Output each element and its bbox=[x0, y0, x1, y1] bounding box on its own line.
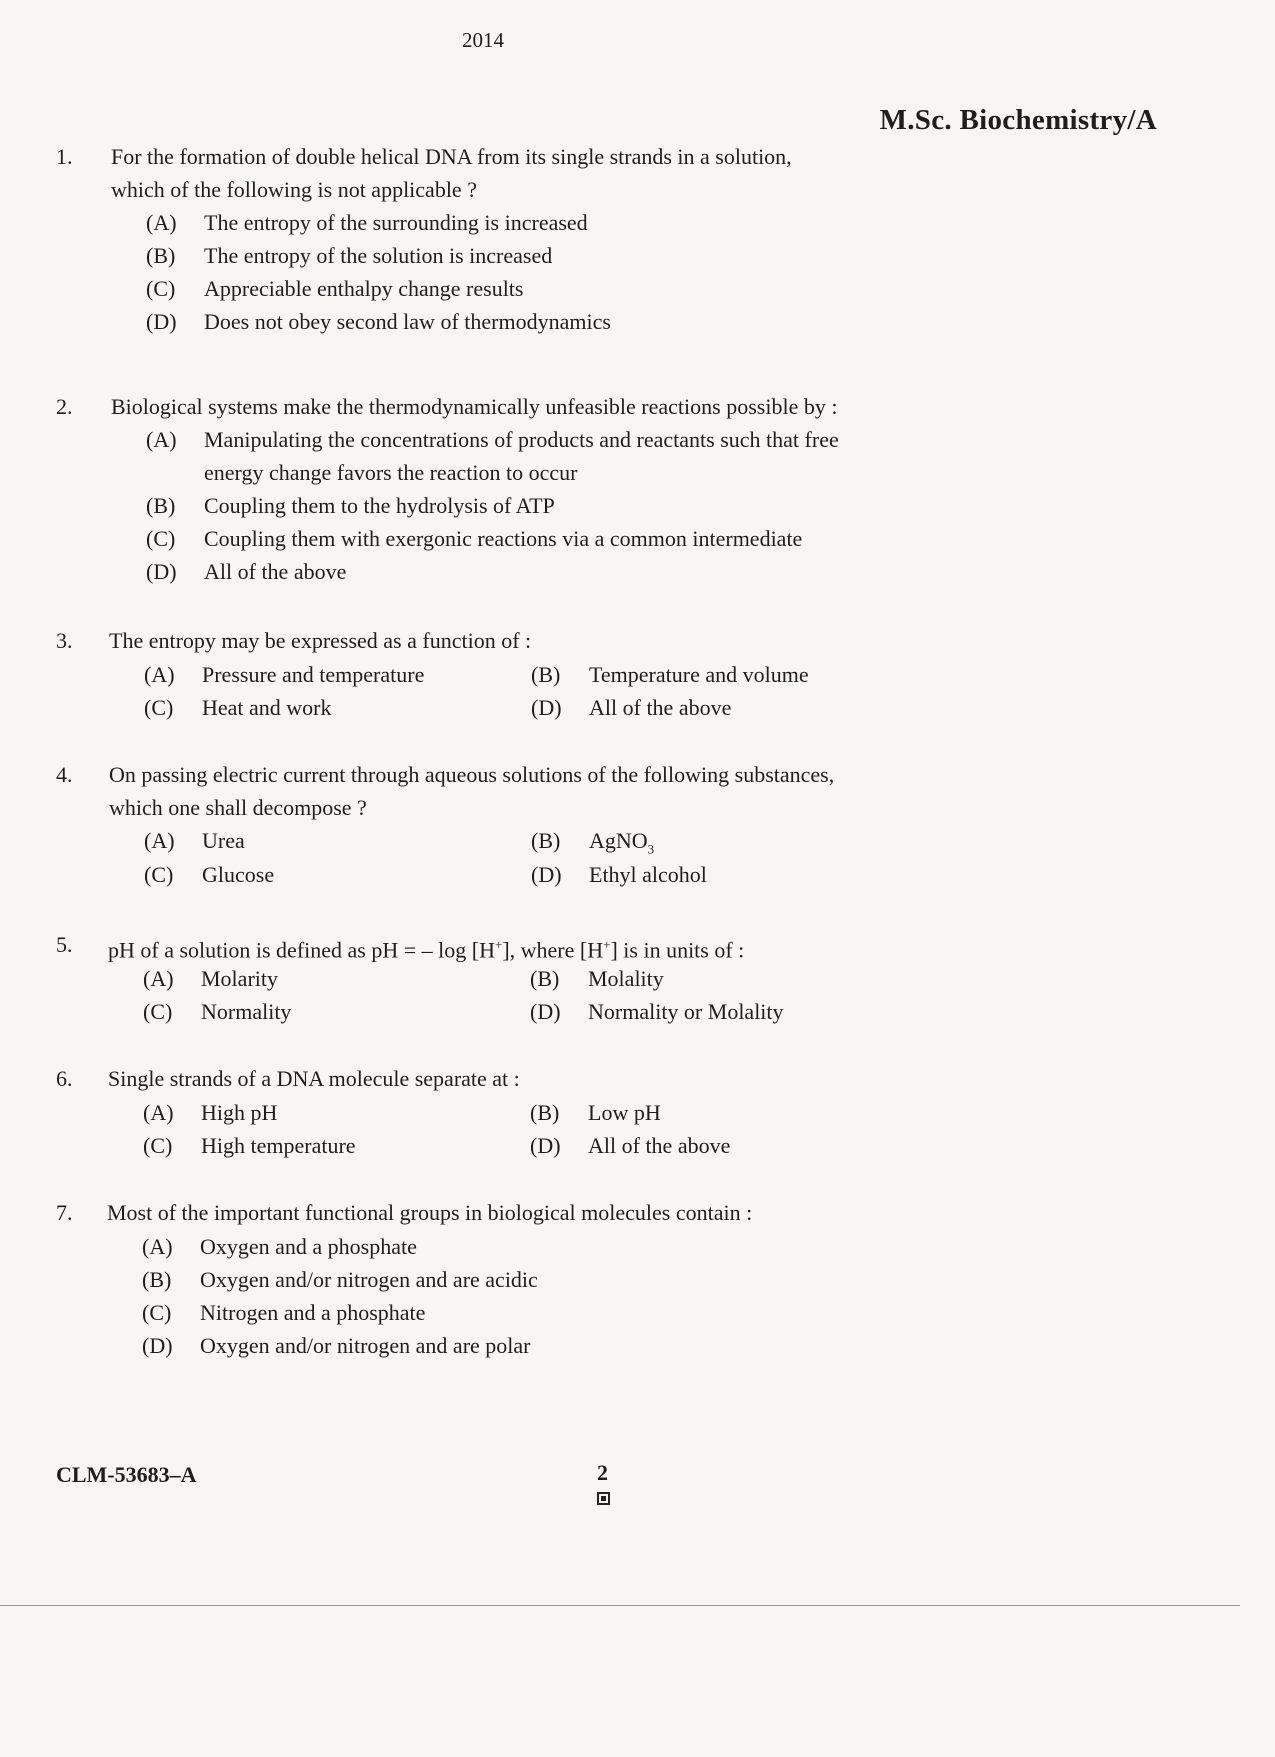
option-label: (D) bbox=[530, 999, 561, 1024]
option-text: High pH bbox=[201, 1100, 278, 1125]
option-label: (A) bbox=[143, 1100, 174, 1125]
question-2 bbox=[56, 390, 956, 590]
question-text bbox=[108, 928, 744, 966]
option-text: Molarity bbox=[201, 966, 278, 991]
option-text: Coupling them with exergonic reactions via a common intermediate bbox=[204, 526, 803, 551]
question-text: which one shall decompose ? bbox=[109, 795, 367, 820]
option-label: (D) bbox=[530, 1133, 561, 1158]
question-text: Most of the important functional groups in biological molecules contain : bbox=[107, 1200, 753, 1225]
option-text: All of the above bbox=[589, 695, 732, 720]
formula-text: AgNO bbox=[589, 828, 648, 853]
option-text: All of the above bbox=[204, 559, 347, 584]
option-text: Heat and work bbox=[202, 695, 332, 720]
option-text: The entropy of the surrounding is increased bbox=[204, 210, 588, 235]
question-number: 7. bbox=[56, 1200, 73, 1225]
option-label: (B) bbox=[531, 662, 561, 687]
question-number: 5. bbox=[56, 932, 73, 957]
option-text: Oxygen and/or nitrogen and are polar bbox=[200, 1333, 531, 1358]
superscript-plus: + bbox=[603, 937, 611, 952]
option-label: (A) bbox=[146, 427, 177, 452]
page-edge-line bbox=[0, 1605, 1240, 1606]
question-4 bbox=[56, 758, 956, 898]
formula-subscript: 3 bbox=[647, 841, 655, 857]
question-number: 1. bbox=[56, 144, 73, 169]
option-label: (A) bbox=[146, 210, 177, 235]
qtext-part: ] is in units of : bbox=[610, 937, 745, 963]
option-text: The entropy of the solution is increased bbox=[204, 243, 553, 268]
option-text: Temperature and volume bbox=[589, 662, 809, 687]
subject-title: M.Sc. Biochemistry/A bbox=[879, 104, 1157, 136]
option-label: (D) bbox=[142, 1333, 173, 1358]
option-text: Nitrogen and a phosphate bbox=[200, 1300, 426, 1325]
registration-mark-icon bbox=[597, 1492, 610, 1505]
option-text: Glucose bbox=[202, 862, 275, 887]
option-label: (A) bbox=[144, 828, 175, 853]
option-text: Oxygen and/or nitrogen and are acidic bbox=[200, 1267, 538, 1292]
question-text: For the formation of double helical DNA from its single strands in a solution, bbox=[111, 144, 792, 169]
option-text: Ethyl alcohol bbox=[589, 862, 707, 887]
qtext-part: pH of a solution is defined as pH = – log [H bbox=[108, 937, 495, 963]
option-label: (A) bbox=[143, 966, 174, 991]
question-number: 6. bbox=[56, 1066, 73, 1091]
option-label: (B) bbox=[146, 493, 176, 518]
option-label: (D) bbox=[531, 862, 562, 887]
question-number: 3. bbox=[56, 628, 73, 653]
qtext-part: ], where [H bbox=[502, 937, 604, 963]
question-text: Single strands of a DNA molecule separate at : bbox=[108, 1066, 520, 1091]
question-text: The entropy may be expressed as a function of : bbox=[109, 628, 532, 653]
option-label: (D) bbox=[531, 695, 562, 720]
question-number: 4. bbox=[56, 762, 73, 787]
option-label: (A) bbox=[144, 662, 175, 687]
option-label: (B) bbox=[530, 1100, 560, 1125]
question-6 bbox=[56, 1062, 956, 1172]
option-label: (C) bbox=[144, 862, 174, 887]
option-label: (C) bbox=[143, 999, 173, 1024]
option-text: Manipulating the concentrations of products and reactants such that free bbox=[204, 427, 839, 452]
question-1 bbox=[56, 140, 956, 334]
option-text: All of the above bbox=[588, 1133, 731, 1158]
option-text: Appreciable enthalpy change results bbox=[204, 276, 524, 301]
option-text: High temperature bbox=[201, 1133, 356, 1158]
option-label: (C) bbox=[143, 1133, 173, 1158]
option-label: (C) bbox=[142, 1300, 172, 1325]
exam-year: 2014 bbox=[462, 28, 504, 52]
option-label: (D) bbox=[146, 309, 177, 334]
option-text: Molality bbox=[588, 966, 664, 991]
question-3 bbox=[56, 624, 956, 734]
superscript-plus: + bbox=[494, 937, 503, 952]
question-text: Biological systems make the thermodynamically unfeasible reactions possible by : bbox=[111, 394, 838, 419]
question-5 bbox=[56, 928, 956, 1038]
question-text: On passing electric current through aqueous solutions of the following substances, bbox=[109, 762, 835, 787]
option-label: (B) bbox=[531, 828, 561, 853]
page-number: 2 bbox=[597, 1460, 608, 1485]
option-text: Low pH bbox=[588, 1100, 661, 1125]
option-label: (A) bbox=[142, 1234, 173, 1259]
option-text: energy change favors the reaction to occur bbox=[204, 460, 578, 485]
option-text: Does not obey second law of thermodynamics bbox=[204, 309, 611, 334]
option-label: (C) bbox=[146, 526, 176, 551]
option-text: Oxygen and a phosphate bbox=[200, 1234, 417, 1259]
option-text: Coupling them to the hydrolysis of ATP bbox=[204, 493, 555, 518]
option-text: Urea bbox=[202, 828, 245, 853]
question-7 bbox=[56, 1196, 956, 1366]
option-label: (B) bbox=[146, 243, 176, 268]
paper-code: CLM-53683–A bbox=[56, 1462, 197, 1487]
option-label: (C) bbox=[146, 276, 176, 301]
option-text: Pressure and temperature bbox=[202, 662, 425, 687]
option-label: (D) bbox=[146, 559, 177, 584]
option-text: Normality bbox=[201, 999, 292, 1024]
option-label: (C) bbox=[144, 695, 174, 720]
question-number: 2. bbox=[56, 394, 73, 419]
option-label: (B) bbox=[530, 966, 560, 991]
option-text: Normality or Molality bbox=[588, 999, 784, 1024]
option-label: (B) bbox=[142, 1267, 172, 1292]
question-text: which of the following is not applicable ? bbox=[111, 177, 477, 202]
